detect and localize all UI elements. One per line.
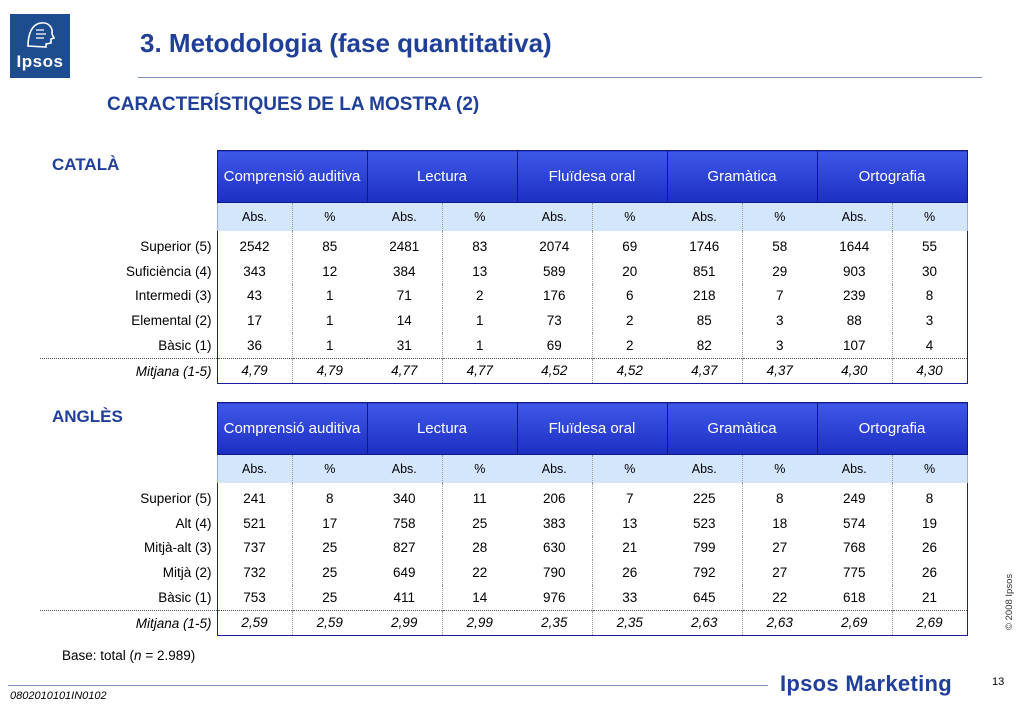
cell: 2: [625, 338, 634, 354]
cell: 4,37: [667, 358, 742, 383]
cell: 36: [217, 333, 292, 358]
cell: 22: [472, 565, 488, 581]
subheader-pct: %: [292, 203, 367, 232]
cell: 2,69: [817, 610, 892, 635]
footer-code: 0802010101IN0102: [10, 690, 107, 702]
cell: 22: [772, 590, 788, 606]
cell: 14: [472, 590, 488, 606]
cell: 3: [892, 308, 967, 333]
cell: 218: [667, 284, 742, 309]
cell: 1746: [667, 231, 742, 259]
cell: 1: [475, 338, 484, 354]
cell: 2,99: [442, 610, 517, 635]
row-label: Superior (5): [140, 490, 212, 506]
cell: 83: [472, 238, 488, 254]
cell: 384: [367, 259, 442, 284]
cell: 20: [622, 263, 638, 279]
cell: 33: [622, 590, 638, 606]
cell: 827: [367, 536, 442, 561]
cell: 2,69: [892, 610, 967, 635]
cell: 1: [475, 313, 484, 329]
cell: 7: [625, 490, 634, 506]
cell: 523: [667, 511, 742, 536]
cell: 4,79: [217, 358, 292, 383]
section-label-angles: ANGLÈS: [52, 407, 123, 426]
table-row: [40, 585, 967, 610]
cell: 82: [667, 333, 742, 358]
table-row: [40, 536, 967, 561]
cell: 2,59: [292, 610, 367, 635]
ipsos-logo: [10, 14, 70, 78]
cell: 2074: [517, 231, 592, 259]
face-profile-icon: [24, 20, 56, 48]
column-header: Ortografia: [817, 403, 967, 455]
cell: 758: [367, 511, 442, 536]
cell: 903: [817, 259, 892, 284]
cell: 4,52: [517, 358, 592, 383]
subheader-abs: Abs.: [367, 455, 442, 484]
title-divider: [138, 77, 982, 78]
subheader-abs: Abs.: [817, 203, 892, 232]
column-header: Fluïdesa oral: [517, 403, 667, 455]
column-header: Gramàtica: [667, 151, 817, 203]
cell: 26: [892, 536, 967, 561]
table-row: [40, 560, 967, 585]
subheader-abs: Abs.: [667, 455, 742, 484]
row-label: Bàsic (1): [158, 338, 212, 354]
cell: 4,79: [292, 358, 367, 383]
cell: 73: [517, 308, 592, 333]
cell: 4,52: [592, 358, 667, 383]
subheader-abs: Abs.: [217, 455, 292, 484]
subheader-pct: %: [892, 455, 967, 484]
cell: 4,77: [367, 358, 442, 383]
cell: 737: [217, 536, 292, 561]
subheader-pct: %: [892, 203, 967, 232]
cell: 4,30: [817, 358, 892, 383]
page-title: 3. Metodologia (fase quantitativa): [140, 28, 552, 58]
table-row: [40, 511, 967, 536]
subheader-abs: Abs.: [817, 455, 892, 484]
table-row: [40, 231, 967, 259]
cell: 1: [325, 288, 334, 304]
cell: 11: [472, 490, 487, 506]
cell: 8: [892, 483, 967, 511]
section-label-catala: CATALÀ: [52, 155, 120, 174]
table-row: [40, 483, 967, 511]
base-n: n: [134, 648, 142, 663]
cell: 6: [625, 288, 634, 304]
cell: 25: [472, 515, 488, 531]
cell: 2,99: [367, 610, 442, 635]
mean-row: [40, 358, 967, 383]
row-label: Mitjà-alt (3): [143, 540, 212, 556]
cell: 2,35: [592, 610, 667, 635]
cell: 25: [322, 540, 338, 556]
column-header: Gramàtica: [667, 403, 817, 455]
cell: 55: [892, 231, 967, 259]
base-suffix: = 2.989): [141, 648, 196, 663]
subheader-pct: %: [442, 203, 517, 232]
row-label: Superior (5): [140, 238, 212, 254]
column-header: Comprensió auditiva: [217, 151, 367, 203]
brand-wordmark: Ipsos Marketing: [780, 671, 952, 696]
cell: 521: [217, 511, 292, 536]
page-number: 13: [992, 676, 1005, 688]
cell: 1: [325, 338, 334, 354]
cell: 630: [517, 536, 592, 561]
cell: 43: [217, 284, 292, 309]
table-row: [40, 333, 967, 358]
cell: 25: [322, 565, 338, 581]
column-header: Ortografia: [817, 151, 967, 203]
cell: 1: [325, 313, 334, 329]
cell: 768: [817, 536, 892, 561]
cell: 618: [817, 585, 892, 610]
cell: 2,59: [217, 610, 292, 635]
cell: 2: [625, 313, 634, 329]
cell: 411: [367, 585, 442, 610]
cell: 343: [217, 259, 292, 284]
cell: 790: [517, 560, 592, 585]
subheader-abs: Abs.: [517, 203, 592, 232]
cell: 19: [892, 511, 967, 536]
cell: 69: [622, 238, 638, 254]
base-note: [62, 648, 195, 663]
column-header: Lectura: [367, 403, 517, 455]
cell: 249: [817, 483, 892, 511]
cell: 340: [367, 483, 442, 511]
mean-row: [40, 610, 967, 635]
subheader-pct: %: [742, 203, 817, 232]
subheader-abs: Abs.: [217, 203, 292, 232]
subheader-abs: Abs.: [367, 203, 442, 232]
subheader-abs: Abs.: [667, 203, 742, 232]
cell: 753: [217, 585, 292, 610]
cell: 28: [472, 540, 488, 556]
subheader-abs: Abs.: [517, 455, 592, 484]
cell: 8: [325, 490, 334, 506]
cell: 29: [772, 263, 788, 279]
cell: 775: [817, 560, 892, 585]
cell: 4,30: [892, 358, 967, 383]
cell: 645: [667, 585, 742, 610]
cell: 4,37: [742, 358, 817, 383]
subheader-pct: %: [742, 455, 817, 484]
cell: 8: [892, 284, 967, 309]
cell: 17: [217, 308, 292, 333]
table-row: [40, 284, 967, 309]
cell: 2,35: [517, 610, 592, 635]
cell: 239: [817, 284, 892, 309]
cell: 792: [667, 560, 742, 585]
table-row: [40, 308, 967, 333]
row-label: Mitjana (1-5): [40, 610, 217, 635]
cell: 21: [892, 585, 967, 610]
base-prefix: Base: total (: [62, 648, 135, 663]
cell: 4,77: [442, 358, 517, 383]
cell: 732: [217, 560, 292, 585]
cell: 2,63: [667, 610, 742, 635]
row-label: Mitjana (1-5): [40, 358, 217, 383]
cell: 3: [775, 313, 784, 329]
copyright-note: © 2008 Ipsos: [1004, 573, 1015, 630]
cell: 976: [517, 585, 592, 610]
row-label: Elemental (2): [131, 313, 212, 329]
cell: 13: [472, 263, 488, 279]
table-row: [40, 259, 967, 284]
subheader-pct: %: [592, 455, 667, 484]
column-header: Comprensió auditiva: [217, 403, 367, 455]
page-subtitle: CARACTERÍSTIQUES DE LA MOSTRA (2): [107, 94, 480, 115]
subheader-pct: %: [292, 455, 367, 484]
cell: 7: [775, 288, 784, 304]
row-label: Intermedi (3): [134, 288, 212, 304]
logo-wordmark: Ipsos: [16, 52, 64, 71]
cell: 69: [517, 333, 592, 358]
row-label: Bàsic (1): [158, 590, 212, 606]
cell: 26: [622, 565, 638, 581]
row-label: Mitjà (2): [162, 565, 212, 581]
cell: 85: [667, 308, 742, 333]
cell: 21: [622, 540, 638, 556]
cell: 649: [367, 560, 442, 585]
cell: 589: [517, 259, 592, 284]
sample-table-catala: [40, 150, 968, 384]
cell: 17: [322, 515, 338, 531]
cell: 12: [322, 263, 338, 279]
cell: 25: [322, 590, 338, 606]
column-header: Fluïdesa oral: [517, 151, 667, 203]
cell: 2: [475, 288, 484, 304]
cell: 574: [817, 511, 892, 536]
cell: 799: [667, 536, 742, 561]
cell: 851: [667, 259, 742, 284]
subheader-pct: %: [442, 455, 517, 484]
cell: 88: [817, 308, 892, 333]
cell: 225: [667, 483, 742, 511]
cell: 18: [772, 515, 788, 531]
cell: 31: [367, 333, 442, 358]
cell: 1644: [817, 231, 892, 259]
row-label: Alt (4): [175, 515, 212, 531]
cell: 71: [367, 284, 442, 309]
cell: 13: [622, 515, 638, 531]
cell: 107: [817, 333, 892, 358]
footer-divider: [8, 685, 768, 686]
row-label: Suficiència (4): [125, 263, 212, 279]
subheader-pct: %: [592, 203, 667, 232]
cell: 14: [367, 308, 442, 333]
cell: 27: [772, 565, 788, 581]
cell: 2542: [217, 231, 292, 259]
column-header: Lectura: [367, 151, 517, 203]
cell: 27: [772, 540, 788, 556]
cell: 26: [892, 560, 967, 585]
cell: 241: [217, 483, 292, 511]
cell: 3: [775, 338, 784, 354]
cell: 383: [517, 511, 592, 536]
cell: 176: [517, 284, 592, 309]
cell: 206: [517, 483, 592, 511]
sample-table-angles: [40, 402, 968, 636]
cell: 30: [892, 259, 967, 284]
cell: 2481: [367, 231, 442, 259]
cell: 85: [322, 238, 338, 254]
cell: 8: [775, 490, 784, 506]
cell: 58: [772, 238, 788, 254]
cell: 4: [892, 333, 967, 358]
cell: 2,63: [742, 610, 817, 635]
